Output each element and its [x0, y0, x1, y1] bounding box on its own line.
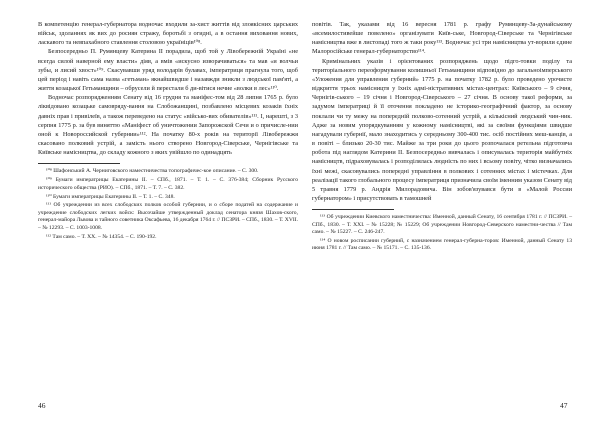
- body-paragraph: повітів. Так, указами від 16 вересня 1781 р. графу Румянцеву-За-дунайському «всемилостивейше повелено» організувати Київ-ське, Новгород-Сіверське та Чернігівське намісництва вже в листопаді того ж таки року¹¹³. Водночас усі три намісництва ут-ворили єдине Малоросійське генерал-губернаторство¹¹⁴.: [312, 21, 572, 56]
- footnote: ¹¹⁰ Бумаги императрицы Екатерины II. – Т. 1. – С. 348.: [46, 193, 175, 200]
- page-number-right: 47: [560, 401, 568, 410]
- left-page-body: [38, 20, 298, 157]
- left-page: [38, 20, 298, 243]
- footnote-divider: [38, 163, 120, 164]
- footnote: ¹¹³ Об учреждении Киевского наместничества: Именной, данный Сенату, 16 сентября 1781 г. // ПСЗРИ. – СПб., 1830. – Т. XXI. – № 15228; № 15229; Об учреждении Новгород-Северского наместни-чества // Там само. – № 15227. – С. 246-247.: [312, 214, 572, 235]
- footnote: ¹¹² Там само. – Т. XX. – № 14354. – С. 190-192.: [46, 233, 157, 240]
- body-paragraph: В компетенцію генерал-губернатора водночас входили за-хист життів від злоякісних царських військ, здоланнях як вих до росиян стражу, боротьбі з огидні, а в остання виховання нових, ласкавого та невпахабного ставлення столовою україніців¹⁰⁸.: [38, 21, 298, 47]
- body-paragraph: Кримінальних указів і орієнтованих розпоряджень щодо підго-товки поділу та територіального переоформування колишньої Гетьманщини відповідно до загальноімперського «Уложения для управления губерний» 1775 р. на початку 1782 р. було проведено урочисте відкриття трьох намісництв у їхніх адмі-ністративних містах-центрах: Київського – 9 січня, Чернігів-ського – 19 січня і Новгород-Сіверського – 27 січня. В основу такої реформи, за задумом імператриці й її оточення покладено не історико-географічний фактор, за основу поклали чи ту межу на попередній полково-сотенний устрій, а кількісний людський чин-ник. Адже за новим упорядкуванням у кожному намісництві, які за своїми функціями швидше нагадували губернії, мало знаходитись у середньому 300-400 тис. осіб постійних меш-канців, а в повіті – близько 20-30 тис. Майже за три роки до цього розпочалася ретельна підготовча робота під наглядом Катерини II. Безпосередньо вивчалась і описувалась територія майбутніх намісництв, підраховувалась і розподілялась людність по них і всьому повіту, чітко визначались їхні межі, скасовувались попередні управління в полкових і сотенних містах і містечках. Для реалізації такого глобального процесу імператриця призначила своїм іменним указом Сенату від 5 травня 1779 р. Андрія Милорадовича. Він зобов'язувався бути в «Малой России губернатором» і присутствовать в тамошней: [312, 57, 572, 202]
- right-page: [312, 20, 572, 254]
- footnote: ¹¹¹ Об учреждении из всех слободских полков особой губернии, и о сборе податей на содержание и учреждение слободских легких войск: Высочайше утвержденный доклад сенатора князя Шахов-ского, генерал-майора Львова и тайного советника Оксафьева, 16 декабря 1764 г. // ПСЗРИ. – СПб., 1830. – Т. XVII. – № 12293. – С. 1003-1008.: [38, 202, 298, 231]
- footnote: ¹¹⁴ О новом росписании губерний, с назначением генерал-губерна-торов: Именной, данный Сенату 13 июня 1781 г. // Там само. – № 15171. – С. 135-136.: [312, 237, 572, 252]
- footnote-divider: [312, 209, 394, 210]
- right-page-body: [312, 20, 572, 203]
- page-number-left: 46: [38, 401, 46, 410]
- body-paragraph: Безпосередньо П. Румянцеву Катерина II порадила, щоб той у Лівобережній Україні «не всегда силой наверной ему власти» діяв, а вмів «искусно изворачиваться» та мав «и волчьи зубы, и лисий хвост»¹⁰⁹. Скасувавши уряд володарів булавах, імператриця прагнула того, щоб цей період і навіть сама назва «гетьман» якнайшвидше і назавжди зникли з людської пам'яті, а життя козацької Гетьманщини – обрусели й перестали б ди-вітися нечие «волки в лес»¹¹⁰.: [38, 48, 298, 93]
- body-paragraph: Водночас розпорядженням Сенату від 16 грудня та маніфес-том від 28 липня 1765 р. було ліквідовано козацьке самовряду-вання на Слобожанщині, позбавлено місцевих козаків їхніх давніх прав і привілеїв, а також переведено на статус «військо-вих обивателів»¹¹¹. І, нарешті, з 3 серпня 1775 р. за був виняттю «Маніфест об уничтожении Запорожской Сечи и о причисле-нии оной к Новороссийской губернии»¹¹². На початку 80-х років на території Лівобережжя скасовано полковий устрій, а замість нього створено Новгород-Сіверське, Чернігівське та Київське намісництва, до складу кожного з яких увійшло по одинадцять: [38, 94, 298, 157]
- footnote: ¹⁰⁸ Шафонський А. Черниговского наместничества топографичес-кое описание. – С. 300.: [46, 168, 259, 175]
- left-page-footnotes: [38, 168, 298, 241]
- right-page-footnotes: [312, 214, 572, 253]
- footnote: ¹⁰⁹ Бумаги императрицы Екатерины II. – СПб., 1871. – Т. 1. – С. 376-384; Сборник Русского исторического общества (РИО). – СПб., 1871. – Т. 7. – С. 382.: [38, 177, 298, 191]
